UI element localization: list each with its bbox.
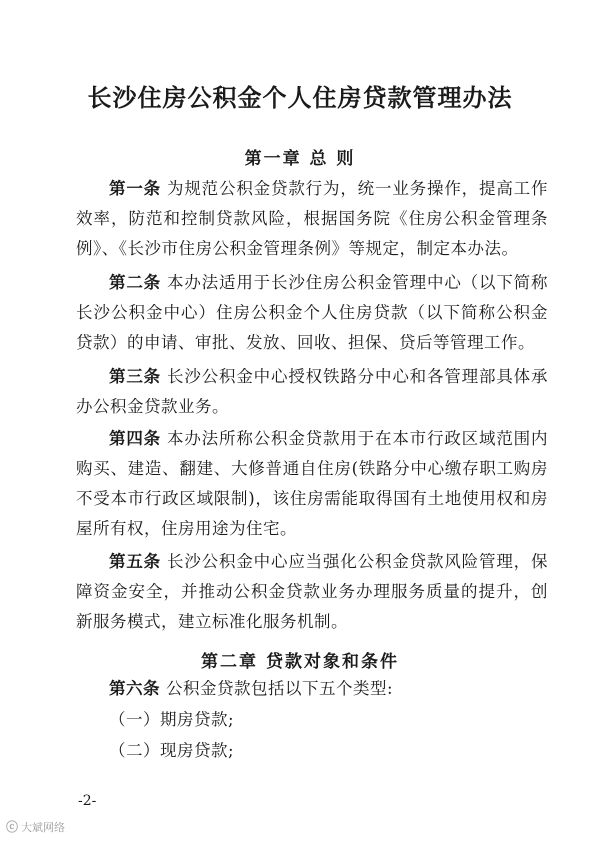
chapter-2-heading: 第二章 贷款对象和条件	[201, 652, 399, 672]
page-number: -2-	[78, 793, 97, 809]
article-2-number: 第二条	[109, 273, 161, 292]
watermark	[6, 818, 65, 835]
watermark-logo-icon: ⓒ	[6, 820, 19, 834]
article-6-number: 第六条	[109, 679, 160, 698]
article-1-number: 第一条	[109, 179, 161, 198]
document-title: 长沙住房公积金个人住房贷款管理办法	[87, 83, 513, 112]
article-3-text: 长沙公积金中心授权铁路分中心和各管理部具体承办公积金贷款业务。	[76, 367, 548, 416]
article-6-text: 公积金贷款包括以下五个类型:	[166, 679, 394, 698]
article-4	[76, 424, 548, 544]
article-5	[76, 547, 548, 637]
watermark-text: 大斌网络	[21, 820, 66, 834]
article-1	[76, 174, 548, 264]
article-5-text: 长沙公积金中心应当强化公积金贷款风险管理，保障资金安全，并推动公积金贷款业务办理服务质量的提升，创新服务模式，建立标准化服务机制。	[76, 552, 548, 631]
article-4-text: 本办法所称公积金贷款用于在本市行政区域范围内购买、建造、翻建、大修普通自住房(铁路分中心缴存职工购房不受本市行政区域限制)，该住房需能取得国有土地使用权和房屋所有权，住房用途为住宅。	[76, 429, 548, 538]
article-2-text: 本办法适用于长沙住房公积金管理中心（以下简称长沙公积金中心）住房公积金个人住房贷款（以下简称公积金贷款）的申请、审批、发放、回收、担保、贷后等管理工作。	[76, 273, 548, 352]
article-6	[76, 674, 548, 704]
article-4-number: 第四条	[109, 429, 161, 448]
article-3-number: 第三条	[109, 367, 161, 386]
list-item: （二）现房贷款;	[109, 741, 235, 760]
article-5-number: 第五条	[109, 552, 161, 571]
chapter-1-heading: 第一章 总 则	[244, 149, 356, 169]
list-item: （一）期房贷款;	[109, 710, 235, 729]
article-2	[76, 268, 548, 358]
article-3	[76, 362, 548, 422]
article-1-text: 为规范公积金贷款行为，统一业务操作，提高工作效率，防范和控制贷款风险，根据国务院《住房公积金管理条例》、《长沙市住房公积金管理条例》等规定，制定本办法。	[76, 179, 548, 258]
